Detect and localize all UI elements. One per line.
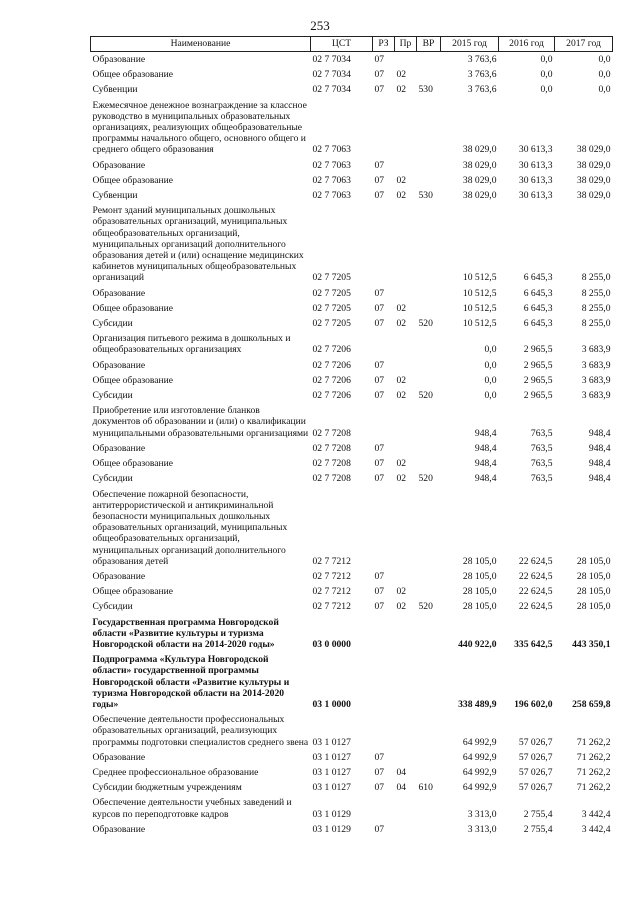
cell-2015: 38 029,0 bbox=[462, 174, 497, 186]
cell-vr bbox=[417, 173, 441, 188]
cell-cst: 02 7 7205 bbox=[312, 272, 351, 284]
cell-name: Приобретение или изготовление бланков документов об образовании и (или) о квалификации муниципальными образовательными организациями bbox=[92, 405, 309, 439]
cell-cst: 03 1 0129 bbox=[312, 808, 351, 820]
table-row bbox=[91, 316, 613, 331]
cell-2017: 0,0 bbox=[598, 69, 611, 81]
cell-vr bbox=[417, 822, 441, 837]
cell-rz: 07 bbox=[374, 766, 385, 778]
table-row bbox=[91, 52, 613, 68]
cell-2015: 38 029,0 bbox=[462, 190, 497, 202]
cell-2016: 6 645,3 bbox=[523, 318, 553, 330]
table-row bbox=[91, 765, 613, 780]
table-row bbox=[91, 331, 613, 357]
cell-2016: 335 642,5 bbox=[514, 638, 553, 650]
cell-rz: 07 bbox=[374, 601, 385, 613]
cell-pr: 04 bbox=[396, 766, 407, 778]
cell-vr bbox=[417, 301, 441, 316]
table-row bbox=[91, 358, 613, 373]
cell-2017: 71 262,2 bbox=[576, 766, 611, 778]
table-row bbox=[91, 471, 613, 486]
cell-2015: 0,0 bbox=[484, 344, 497, 356]
cell-2017: 71 262,2 bbox=[576, 751, 611, 763]
cell-name: Образование bbox=[92, 442, 146, 454]
cell-2016: 6 645,3 bbox=[523, 272, 553, 284]
cell-vr: 530 bbox=[418, 84, 433, 96]
cell-2017: 28 105,0 bbox=[576, 555, 611, 567]
cell-vr bbox=[417, 765, 441, 780]
table-row bbox=[91, 569, 613, 584]
cell-cst: 03 1 0127 bbox=[312, 751, 351, 763]
cell-2016: 763,5 bbox=[530, 427, 553, 439]
cell-2016: 30 613,3 bbox=[518, 174, 553, 186]
cell-name: Образование bbox=[92, 823, 146, 835]
cell-pr bbox=[395, 358, 417, 373]
header-2017: 2017 год bbox=[555, 37, 613, 52]
header-rz: РЗ bbox=[373, 37, 395, 52]
cell-2016: 6 645,3 bbox=[523, 302, 553, 314]
table-row bbox=[91, 795, 613, 821]
cell-rz: 07 bbox=[374, 586, 385, 598]
cell-2017: 28 105,0 bbox=[576, 601, 611, 613]
cell-rz: 07 bbox=[374, 442, 385, 454]
cell-2017: 38 029,0 bbox=[576, 174, 611, 186]
cell-name: Общее образование bbox=[92, 174, 174, 186]
cell-2016: 22 624,5 bbox=[518, 570, 553, 582]
cell-2017: 948,4 bbox=[588, 473, 611, 485]
cell-2016: 0,0 bbox=[540, 84, 553, 96]
cell-cst: 02 7 7208 bbox=[312, 427, 351, 439]
cell-vr: 520 bbox=[418, 473, 433, 485]
table-row bbox=[91, 203, 613, 285]
cell-name: Общее образование bbox=[92, 586, 174, 598]
cell-name: Общее образование bbox=[92, 302, 174, 314]
cell-2015: 38 029,0 bbox=[462, 159, 497, 171]
cell-cst: 03 1 0127 bbox=[312, 736, 351, 748]
cell-cst: 02 7 7205 bbox=[312, 287, 351, 299]
cell-vr bbox=[417, 286, 441, 301]
cell-vr bbox=[417, 584, 441, 599]
table-row bbox=[91, 822, 613, 837]
cell-name: Субсидии бюджетным учреждениям bbox=[92, 782, 242, 794]
cell-2017: 38 029,0 bbox=[576, 144, 611, 156]
cell-name: Обеспечение деятельности профессиональных образовательных организаций, реализующих программы подготовки специалистов среднего звена bbox=[92, 714, 309, 748]
cell-cst: 03 0 0000 bbox=[312, 638, 351, 650]
cell-name: Субвенции bbox=[92, 190, 138, 202]
cell-cst: 03 1 0129 bbox=[312, 823, 351, 835]
cell-vr bbox=[417, 358, 441, 373]
cell-vr bbox=[417, 652, 441, 712]
cell-rz: 07 bbox=[374, 84, 385, 96]
cell-2015: 28 105,0 bbox=[462, 586, 497, 598]
cell-2015: 948,4 bbox=[474, 427, 497, 439]
table-row bbox=[91, 584, 613, 599]
cell-rz bbox=[373, 712, 395, 750]
cell-2015: 28 105,0 bbox=[462, 601, 497, 613]
cell-cst: 03 1 0127 bbox=[312, 766, 351, 778]
cell-vr: 530 bbox=[418, 190, 433, 202]
cell-vr bbox=[417, 569, 441, 584]
cell-2015: 0,0 bbox=[484, 359, 497, 371]
table-row bbox=[91, 373, 613, 388]
cell-2016: 763,5 bbox=[530, 458, 553, 470]
cell-cst: 02 7 7034 bbox=[312, 84, 351, 96]
cell-cst: 02 7 7212 bbox=[312, 570, 351, 582]
cell-vr bbox=[417, 441, 441, 456]
cell-rz: 07 bbox=[374, 69, 385, 81]
cell-rz: 07 bbox=[374, 159, 385, 171]
cell-2017: 3 683,9 bbox=[581, 359, 611, 371]
budget-table bbox=[90, 36, 613, 837]
cell-2016: 57 026,7 bbox=[518, 782, 553, 794]
header-vr: ВР bbox=[417, 37, 441, 52]
cell-rz bbox=[373, 652, 395, 712]
cell-vr: 520 bbox=[418, 601, 433, 613]
cell-name: Общее образование bbox=[92, 69, 174, 81]
cell-pr: 02 bbox=[396, 601, 407, 613]
cell-rz: 07 bbox=[374, 302, 385, 314]
cell-rz: 07 bbox=[374, 174, 385, 186]
cell-2016: 2 965,5 bbox=[523, 374, 553, 386]
cell-pr bbox=[395, 331, 417, 357]
table-row bbox=[91, 188, 613, 203]
cell-name: Общее образование bbox=[92, 374, 174, 386]
cell-vr bbox=[417, 615, 441, 653]
cell-pr: 02 bbox=[396, 390, 407, 402]
cell-2015: 10 512,5 bbox=[462, 272, 497, 284]
table-row bbox=[91, 780, 613, 795]
cell-2015: 3 763,6 bbox=[467, 84, 497, 96]
cell-rz: 07 bbox=[374, 190, 385, 202]
cell-name: Субвенции bbox=[92, 84, 138, 96]
cell-2017: 258 659,8 bbox=[572, 698, 611, 710]
table-row bbox=[91, 652, 613, 712]
cell-vr bbox=[417, 98, 441, 158]
cell-pr: 02 bbox=[396, 190, 407, 202]
cell-2017: 3 683,9 bbox=[581, 390, 611, 402]
cell-2017: 3 442,4 bbox=[581, 808, 611, 820]
cell-rz bbox=[373, 203, 395, 285]
cell-2016: 57 026,7 bbox=[518, 766, 553, 778]
table-row bbox=[91, 158, 613, 173]
cell-pr: 02 bbox=[396, 302, 407, 314]
cell-2015: 10 512,5 bbox=[462, 287, 497, 299]
cell-2016: 22 624,5 bbox=[518, 555, 553, 567]
cell-cst: 02 7 7208 bbox=[312, 473, 351, 485]
cell-2017: 3 683,9 bbox=[581, 344, 611, 356]
cell-rz: 07 bbox=[374, 54, 385, 65]
cell-2015: 28 105,0 bbox=[462, 570, 497, 582]
cell-2015: 64 992,9 bbox=[462, 782, 497, 794]
cell-vr bbox=[417, 750, 441, 765]
table-row bbox=[91, 456, 613, 471]
cell-pr: 02 bbox=[396, 69, 407, 81]
cell-rz: 07 bbox=[374, 374, 385, 386]
cell-2016: 763,5 bbox=[530, 442, 553, 454]
cell-2016: 2 965,5 bbox=[523, 359, 553, 371]
cell-2015: 338 489,9 bbox=[458, 698, 497, 710]
cell-2017: 71 262,2 bbox=[576, 736, 611, 748]
table-row bbox=[91, 441, 613, 456]
cell-2017: 38 029,0 bbox=[576, 190, 611, 202]
cell-name: Образование bbox=[92, 570, 146, 582]
cell-2017: 8 255,0 bbox=[581, 272, 611, 284]
cell-pr: 02 bbox=[396, 374, 407, 386]
cell-vr bbox=[417, 331, 441, 357]
cell-pr: 04 bbox=[396, 782, 407, 794]
cell-name: Ремонт зданий муниципальных дошкольных образовательных организаций, муниципальных общеобразовательных организаций, муниципальных организаций дополнительного образования детей и (или) оснащение медицинских кабинетов муниципальных общеобразовательных организаций bbox=[92, 205, 304, 284]
cell-pr bbox=[395, 286, 417, 301]
table-row bbox=[91, 67, 613, 82]
cell-name: Общее образование bbox=[92, 458, 174, 470]
cell-rz bbox=[373, 615, 395, 653]
cell-2017: 3 442,4 bbox=[581, 823, 611, 835]
cell-pr bbox=[395, 52, 417, 68]
cell-vr bbox=[417, 403, 441, 441]
table-row bbox=[91, 487, 613, 569]
cell-cst: 02 7 7205 bbox=[312, 302, 351, 314]
cell-name: Субсидии bbox=[92, 601, 133, 613]
cell-name: Образование bbox=[92, 287, 146, 299]
cell-vr: 610 bbox=[418, 782, 433, 794]
cell-2017: 948,4 bbox=[588, 458, 611, 470]
cell-2016: 57 026,7 bbox=[518, 736, 553, 748]
cell-2015: 948,4 bbox=[474, 458, 497, 470]
header-cst: ЦСТ bbox=[311, 37, 373, 52]
cell-rz bbox=[373, 403, 395, 441]
cell-2015: 64 992,9 bbox=[462, 736, 497, 748]
cell-2015: 0,0 bbox=[484, 374, 497, 386]
cell-name: Образование bbox=[92, 159, 146, 171]
cell-2015: 64 992,9 bbox=[462, 766, 497, 778]
cell-cst: 02 7 7208 bbox=[312, 458, 351, 470]
cell-pr: 02 bbox=[396, 473, 407, 485]
cell-vr bbox=[417, 203, 441, 285]
cell-2016: 57 026,7 bbox=[518, 751, 553, 763]
cell-cst: 02 7 7063 bbox=[312, 159, 351, 171]
table-row bbox=[91, 615, 613, 653]
cell-cst: 02 7 7205 bbox=[312, 318, 351, 330]
cell-2015: 0,0 bbox=[484, 390, 497, 402]
cell-2016: 0,0 bbox=[540, 54, 553, 65]
cell-cst: 02 7 7063 bbox=[312, 174, 351, 186]
table-row bbox=[91, 712, 613, 750]
cell-2017: 3 683,9 bbox=[581, 374, 611, 386]
cell-2017: 8 255,0 bbox=[581, 302, 611, 314]
cell-2017: 948,4 bbox=[588, 442, 611, 454]
cell-rz: 07 bbox=[374, 782, 385, 794]
cell-rz: 07 bbox=[374, 570, 385, 582]
cell-name: Обеспечение пожарной безопасности, антитеррористической и антикриминальной безопасности муниципальных дошкольных образовательных организаций, муниципальных общеобразовательных организаций, муниципальных организаций дополнительного образования детей bbox=[92, 488, 288, 567]
cell-cst: 02 7 7063 bbox=[312, 144, 351, 156]
cell-name: Образование bbox=[92, 751, 146, 763]
cell-name: Среднее профессиональное образование bbox=[92, 766, 259, 778]
cell-2015: 3 763,6 bbox=[467, 54, 497, 65]
cell-rz: 07 bbox=[374, 318, 385, 330]
cell-cst: 02 7 7206 bbox=[312, 359, 351, 371]
header-2015: 2015 год bbox=[441, 37, 499, 52]
cell-name: Субсидии bbox=[92, 318, 133, 330]
cell-cst: 02 7 7063 bbox=[312, 190, 351, 202]
table-row bbox=[91, 750, 613, 765]
cell-name: Образование bbox=[92, 54, 146, 65]
cell-2017: 28 105,0 bbox=[576, 586, 611, 598]
cell-2017: 71 262,2 bbox=[576, 782, 611, 794]
cell-cst: 02 7 7212 bbox=[312, 601, 351, 613]
table-row bbox=[91, 286, 613, 301]
cell-2016: 22 624,5 bbox=[518, 601, 553, 613]
cell-vr bbox=[417, 712, 441, 750]
cell-pr bbox=[395, 569, 417, 584]
cell-name: Субсидии bbox=[92, 473, 133, 485]
cell-cst: 02 7 7212 bbox=[312, 586, 351, 598]
cell-2017: 28 105,0 bbox=[576, 570, 611, 582]
cell-pr bbox=[395, 750, 417, 765]
cell-rz bbox=[373, 331, 395, 357]
cell-cst: 02 7 7206 bbox=[312, 390, 351, 402]
cell-2016: 6 645,3 bbox=[523, 287, 553, 299]
table-header-row bbox=[91, 37, 613, 52]
cell-2017: 8 255,0 bbox=[581, 318, 611, 330]
cell-2017: 8 255,0 bbox=[581, 287, 611, 299]
cell-2016: 196 602,0 bbox=[514, 698, 553, 710]
cell-name: Образование bbox=[92, 359, 146, 371]
cell-cst: 02 7 7208 bbox=[312, 442, 351, 454]
cell-2015: 3 313,0 bbox=[467, 808, 497, 820]
cell-2015: 3 763,6 bbox=[467, 69, 497, 81]
cell-2015: 10 512,5 bbox=[462, 302, 497, 314]
cell-pr bbox=[395, 403, 417, 441]
cell-2016: 2 755,4 bbox=[523, 808, 553, 820]
cell-cst: 02 7 7206 bbox=[312, 374, 351, 386]
header-name: Наименование bbox=[91, 37, 311, 52]
cell-vr bbox=[417, 373, 441, 388]
table-row bbox=[91, 403, 613, 441]
cell-2016: 30 613,3 bbox=[518, 190, 553, 202]
cell-name: Субсидии bbox=[92, 390, 133, 402]
cell-2017: 443 350,1 bbox=[572, 638, 611, 650]
cell-cst: 02 7 7034 bbox=[312, 69, 351, 81]
cell-pr bbox=[395, 822, 417, 837]
cell-2015: 10 512,5 bbox=[462, 318, 497, 330]
table-row bbox=[91, 388, 613, 403]
table-row bbox=[91, 599, 613, 614]
cell-pr bbox=[395, 795, 417, 821]
table-row bbox=[91, 301, 613, 316]
cell-vr bbox=[417, 67, 441, 82]
cell-2015: 28 105,0 bbox=[462, 555, 497, 567]
cell-2015: 3 313,0 bbox=[467, 823, 497, 835]
cell-2015: 64 992,9 bbox=[462, 751, 497, 763]
cell-2015: 948,4 bbox=[474, 473, 497, 485]
table-row bbox=[91, 173, 613, 188]
table-row bbox=[91, 98, 613, 158]
cell-vr bbox=[417, 795, 441, 821]
cell-name: Организация питьевого режима в дошкольных и общеобразовательных организациях bbox=[92, 333, 291, 356]
cell-pr bbox=[395, 712, 417, 750]
cell-2015: 440 922,0 bbox=[458, 638, 497, 650]
cell-vr bbox=[417, 52, 441, 68]
cell-name: Подпрограмма «Культура Новгородской области» государственной программы Новгородской области «Развитие культуры и туризма Новгородской области на 2014-2020 годы» bbox=[92, 654, 290, 710]
cell-2017: 0,0 bbox=[598, 54, 611, 65]
header-pr: Пр bbox=[395, 37, 417, 52]
cell-pr bbox=[395, 158, 417, 173]
cell-rz: 07 bbox=[374, 390, 385, 402]
cell-2016: 22 624,5 bbox=[518, 586, 553, 598]
cell-vr bbox=[417, 487, 441, 569]
cell-2016: 2 965,5 bbox=[523, 390, 553, 402]
cell-2016: 0,0 bbox=[540, 69, 553, 81]
cell-rz: 07 bbox=[374, 751, 385, 763]
cell-cst: 02 7 7034 bbox=[312, 54, 351, 65]
cell-name: Обеспечение деятельности учебных заведений и курсов по переподготовке кадров bbox=[92, 797, 292, 820]
cell-2017: 38 029,0 bbox=[576, 159, 611, 171]
cell-pr: 02 bbox=[396, 84, 407, 96]
cell-2015: 38 029,0 bbox=[462, 144, 497, 156]
cell-rz bbox=[373, 98, 395, 158]
page-number: 253 bbox=[310, 18, 330, 33]
cell-pr: 02 bbox=[396, 174, 407, 186]
cell-2016: 763,5 bbox=[530, 473, 553, 485]
cell-pr: 02 bbox=[396, 318, 407, 330]
table-body bbox=[91, 52, 613, 837]
cell-pr bbox=[395, 615, 417, 653]
cell-name: Государственная программа Новгородской области «Развитие культуры и туризма Новгородской области на 2014-2020 годы» bbox=[92, 616, 279, 650]
cell-name: Ежемесячное денежное вознаграждение за классное руководство в муниципальных образовательных организациях, реализующих общеобразовательные программы начального общего, основного общего и среднего общего образования bbox=[92, 99, 307, 156]
cell-cst: 03 1 0000 bbox=[312, 698, 351, 710]
cell-2016: 30 613,3 bbox=[518, 144, 553, 156]
cell-2015: 948,4 bbox=[474, 442, 497, 454]
cell-pr bbox=[395, 441, 417, 456]
header-2016: 2016 год bbox=[499, 37, 555, 52]
cell-rz: 07 bbox=[374, 473, 385, 485]
table-row bbox=[91, 82, 613, 97]
cell-pr: 02 bbox=[396, 458, 407, 470]
cell-pr bbox=[395, 487, 417, 569]
cell-pr bbox=[395, 652, 417, 712]
cell-rz bbox=[373, 487, 395, 569]
cell-cst: 02 7 7212 bbox=[312, 555, 351, 567]
cell-vr bbox=[417, 158, 441, 173]
cell-cst: 02 7 7206 bbox=[312, 344, 351, 356]
cell-vr bbox=[417, 456, 441, 471]
cell-rz: 07 bbox=[374, 359, 385, 371]
cell-pr bbox=[395, 98, 417, 158]
cell-rz: 07 bbox=[374, 287, 385, 299]
cell-2016: 2 755,4 bbox=[523, 823, 553, 835]
cell-2017: 0,0 bbox=[598, 84, 611, 96]
cell-rz: 07 bbox=[374, 458, 385, 470]
cell-rz: 07 bbox=[374, 823, 385, 835]
cell-pr: 02 bbox=[396, 586, 407, 598]
cell-2016: 30 613,3 bbox=[518, 159, 553, 171]
cell-rz bbox=[373, 795, 395, 821]
cell-2017: 948,4 bbox=[588, 427, 611, 439]
cell-2016: 2 965,5 bbox=[523, 344, 553, 356]
cell-pr bbox=[395, 203, 417, 285]
cell-vr: 520 bbox=[418, 318, 433, 330]
cell-vr: 520 bbox=[418, 390, 433, 402]
cell-cst: 03 1 0127 bbox=[312, 782, 351, 794]
